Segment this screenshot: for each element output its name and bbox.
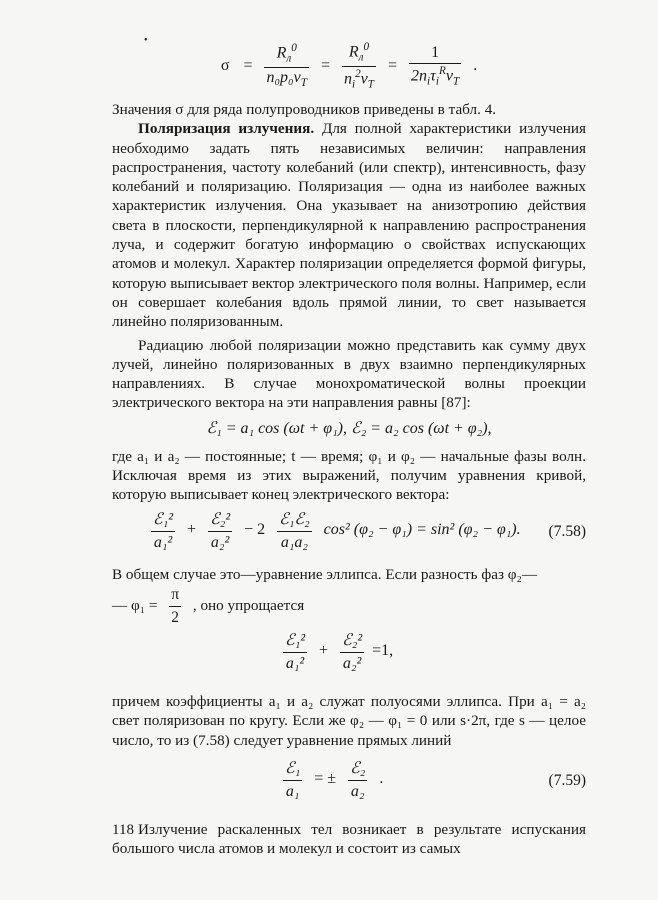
page-number: 118	[112, 822, 134, 838]
paragraph-polarization	[112, 119, 586, 331]
f759-t1-num: ℰ₁	[283, 758, 302, 781]
equation-number-7-59: (7.59)	[548, 771, 586, 789]
formula-7-59	[112, 758, 586, 804]
page-body	[112, 40, 586, 858]
paragraph-ellipse-a: В общем случае это—уравнение эллипса. Если разность фаз φ₂—	[112, 565, 538, 583]
equals: =	[320, 57, 330, 75]
f758-t2-num: ℰ₂²	[208, 509, 232, 532]
paragraph-hot-bodies: Излучение раскаленных тел возникает в результате испускания большого числа атомов и молекул и состоит из самых	[112, 820, 586, 858]
fraction-2	[342, 42, 376, 90]
f1-den: n₀p₀v	[266, 68, 301, 86]
fc-t2-num: ℰ₂²	[340, 630, 364, 653]
f758-t1-num: ℰ₁²	[151, 509, 175, 532]
f758-minus2: − 2	[244, 521, 266, 539]
f3-den-mid: τ	[430, 67, 436, 85]
ellipse-phase-lhs: — φ₁ =	[112, 597, 158, 615]
fc-t1-den: a₁²	[285, 654, 305, 672]
paragraph-ellipse-b	[112, 586, 586, 626]
f2-num-sub: л	[358, 51, 364, 64]
f2-den-tail: v	[360, 70, 368, 88]
f758-plus: +	[187, 521, 197, 539]
paragraph-constants: где a₁ и a₂ — постоянные; t — время; φ₁ и φ₂ — начальные фазы волн. Исключая время из этих выражений, получим уравнения кривой, которую выписывает конец электрического вектора:	[112, 447, 586, 504]
pi-num: π	[169, 586, 181, 607]
f1-num-sup: 0	[291, 42, 297, 55]
f3-den-sub1: i	[427, 75, 431, 88]
equals: =	[388, 57, 398, 75]
f2-num: R	[348, 43, 359, 61]
formula-projections: ℰ₁ = a₁ cos (ωt + φ₁), ℰ₂ = a₂ cos (ωt + φ₂),	[206, 419, 492, 437]
fc-t2-den: a₂²	[342, 654, 362, 672]
formula-circle	[112, 630, 586, 678]
fraction-1	[264, 43, 308, 89]
stray-mark: •	[144, 35, 148, 46]
paragraph-table-ref: Значения σ для ряда полупроводников приведены в табл. 4.	[112, 101, 497, 118]
f3-den-sub2: i	[435, 75, 439, 88]
f3-num: 1	[409, 45, 461, 64]
f2-den-sub: i	[351, 78, 356, 91]
fraction-3	[409, 45, 461, 88]
f2-den: n	[343, 70, 352, 88]
fc-rhs: =1,	[372, 642, 394, 660]
paragraph-radiation: Радиацию любой поляризации можно представить как сумму двух лучей, линейно поляризованных в двух взаимно перпендикулярных направлениях. В случае монохроматической волны проекции электрического вектора на эти направления равны [87]:	[112, 336, 586, 412]
section-heading-polarization: Поляризация излучения.	[138, 120, 315, 138]
f758-t2-den: a₂²	[210, 533, 230, 551]
f1-num-sub: л	[286, 52, 292, 65]
pi-den: 2	[171, 608, 179, 626]
paragraph-polarization-body: Для полной характеристики излучения необходимо задать пять независимых величин: направления распространения, частоту колебаний (или спектр), интенсивность, фазу колебаний и поляризацию. Поляризация — одна из наиболее важных характеристик излучения. Она указывает на анизотропию действия света в плоскости, перпендикулярной к направлению распространения луча, и содержит богатую информацию о свойствах испускающих атомов и молекул. Характер поляризации определяется формой фигуры, которую выписывает вектор электрического поля волны. Например, если он совершает колебания вдоль прямой линии, то свет называется линейно поляризованным.	[112, 120, 586, 331]
fc-t1-num: ℰ₁²	[283, 630, 307, 653]
f3-den-tail-sub: T	[452, 75, 460, 88]
f759-mid: = ±	[314, 770, 337, 788]
f758-t3-num: ℰ₁ℰ₂	[277, 509, 312, 532]
f759-t2-den: a₂	[350, 782, 365, 800]
f2-den-tail-sub: T	[367, 78, 375, 91]
f2-num-sup: 0	[363, 41, 370, 53]
formula-7-58	[112, 509, 586, 555]
f2-den-sup: 2	[355, 67, 361, 80]
equals: =	[243, 57, 253, 75]
formula-sigma-end: .	[473, 57, 478, 75]
fc-plus: +	[319, 642, 329, 660]
formula-sigma	[112, 40, 586, 94]
equation-number-7-58: (7.58)	[548, 522, 586, 540]
f759-t1-den: a₁	[285, 782, 300, 800]
f1-den-sub: T	[300, 77, 307, 90]
paragraph-semi-axes: причем коэффициенты a₁ и a₂ служат полуосями эллипса. При a₁ = a₂ свет поляризован по кругу. Если же φ₂ — φ₁ = 0 или s·2π, где s — целое число, то из (7.58) следует уравнение прямых линий	[112, 692, 586, 749]
f3-den-tail: v	[445, 67, 453, 85]
f3-den-sup2: R	[439, 64, 446, 77]
f759-t2-num: ℰ₂	[348, 758, 367, 781]
ellipse-simplifies: , оно упрощается	[192, 597, 305, 615]
f758-rhs: cos² (φ₂ − φ₁) = sin² (φ₂ − φ₁).	[323, 521, 521, 539]
f3-den: 2n	[411, 67, 428, 85]
formula-sigma-lhs: σ	[220, 57, 230, 75]
f758-t1-den: a₁²	[153, 533, 173, 551]
f759-end: .	[379, 770, 384, 788]
f1-num: R	[276, 44, 287, 62]
f758-t3-den: a₁a₂	[280, 533, 308, 551]
